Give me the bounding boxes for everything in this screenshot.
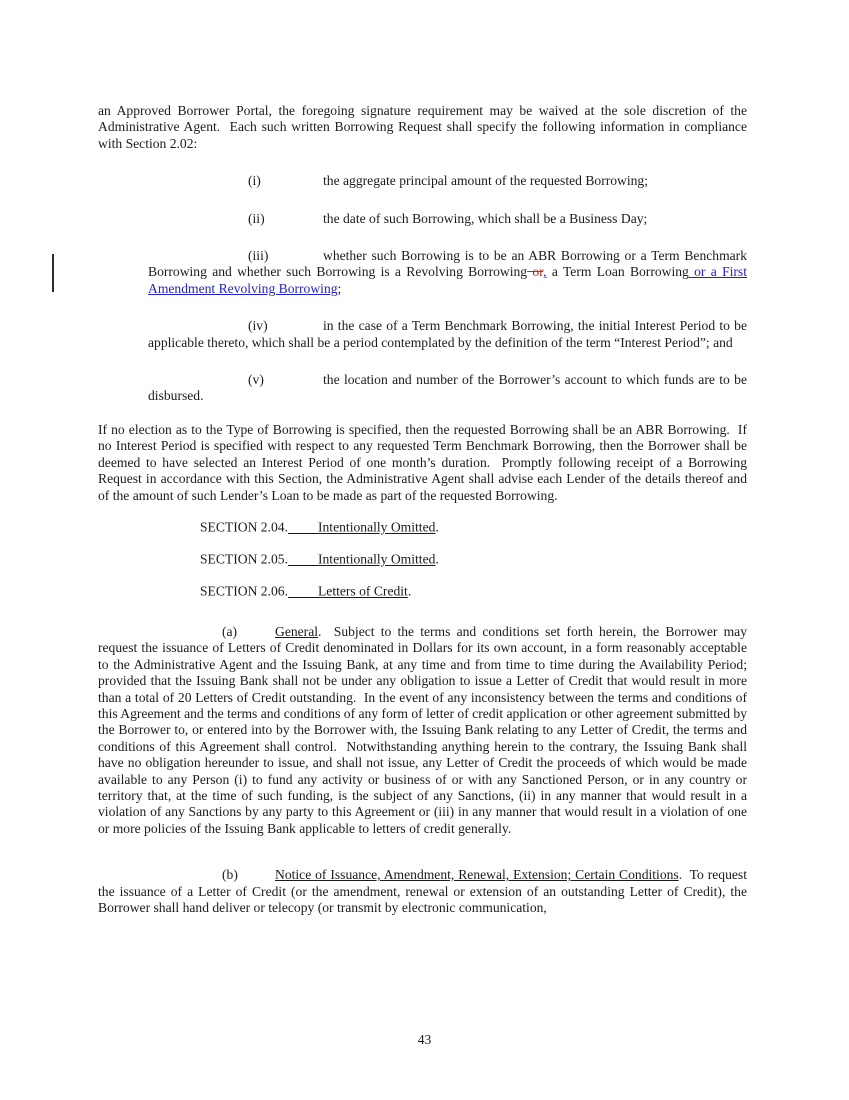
list-item — [98, 173, 747, 189]
list-item — [98, 211, 747, 227]
section-heading — [98, 551, 747, 568]
text-run: in the case of a Term Benchmark Borrowing, the initial Interest Period to be applicable thereto, which shall be a period contemplated by the definition of the term “Interest Period”; and — [148, 318, 747, 350]
item-number: (i) — [248, 173, 261, 189]
item-number: (a) — [222, 623, 238, 639]
text-run: . Subject to the terms and conditions set forth herein, the Borrower may request the issuance of Letters of Credit denominated in Dollars for its own account, in a form reasonably acceptable to the Administrative Agent and the Issuing Bank, at any time and from time to time during the Availability Period; provided that the Issuing Bank shall not be under any obligation to issue a Letter of Credit that would result in more than a total of 20 Letters of Credit outstanding. In the event of any inconsistency between the terms and conditions of this Agreement and the terms and conditions of any form of letter of credit application or other agreement submitted by the Borrower to, or entered into by the Borrower with, the Issuing Bank relating to any Letter of Credit, the terms and conditions of this Agreement shall control. Notwithstanding anything herein to the contrary, the Issuing Bank shall have no obligation hereunder to issue, and shall not issue, any Letter of Credit the proceeds of which would be made available to any Person (i) to fund any activity or business of or with any Sanctioned Person, or in any country or territory that, at the time of such funding, is the subject of any Sanctions, (ii) in any manner that would result in a violation of any Sanctions by any party to this Agreement or (iii) in any manner that would result in a violation of one or more policies of the Issuing Bank applicable to letters of credit generally. — [98, 623, 747, 836]
underline-tab — [288, 519, 318, 534]
text-run: the date of such Borrowing, which shall be a Business Day; — [323, 210, 648, 226]
body-paragraph — [98, 422, 747, 504]
underlined-heading-text: Intentionally Omitted — [317, 551, 436, 567]
section-heading — [98, 583, 747, 600]
lettered-paragraph — [98, 624, 747, 837]
text-run: whether such Borrowing is to be an ABR Borrowing or a Term Benchmark Borrowing and whether such Borrowing is a Revolving Borrowing — [148, 248, 747, 280]
text-run: . — [407, 583, 412, 599]
lettered-paragraph — [98, 867, 747, 916]
text-run: . — [435, 551, 439, 567]
underlined-heading-text: Letters of Credit — [317, 583, 408, 599]
revision-change-bar — [52, 254, 54, 292]
underline-tab — [288, 583, 318, 598]
body-paragraph — [98, 103, 747, 152]
item-number: (v) — [248, 372, 264, 388]
text-run: the location and number of the Borrower’s account to which funds are to be disbursed. — [148, 372, 747, 404]
paragraph-list — [98, 103, 747, 916]
list-item — [98, 248, 747, 297]
text-run: . To request the issuance of a Letter of Credit (or the amendment, renewal or extension of an outstanding Letter of Credit), the Borrower shall hand deliver or telecopy (or transmit by electronic communication, — [98, 867, 747, 915]
text-run: SECTION 2.06. — [200, 583, 288, 599]
text-run: SECTION 2.04. — [200, 519, 288, 535]
inserted-text: or a First Amendment Revolving Borrowing — [148, 264, 747, 296]
page-number: 43 — [417, 1032, 432, 1047]
underline-tab — [288, 551, 318, 566]
underlined-heading-text: Notice of Issuance, Amendment, Renewal, Extension; Certain Conditions — [275, 867, 679, 883]
text-run: ; — [337, 280, 342, 296]
item-number: (iii) — [248, 248, 269, 264]
deleted-text: or — [527, 264, 544, 280]
item-number: (iv) — [248, 318, 268, 334]
underlined-heading-text: General — [275, 623, 319, 639]
document-content — [98, 103, 747, 916]
section-heading — [98, 519, 747, 536]
text-run: the aggregate principal amount of the requested Borrowing; — [323, 173, 649, 189]
text-run: an Approved Borrower Portal, the foregoing signature requirement may be waived at the sole discretion of the Administrative Agent. Each such written Borrowing Request shall specify the following information in compliance with Section 2.02: — [98, 103, 747, 151]
list-item — [98, 372, 747, 405]
text-run: a Term Loan Borrowing — [546, 264, 689, 280]
item-number: (ii) — [248, 210, 265, 226]
underlined-heading-text: Intentionally Omitted — [317, 519, 436, 535]
text-run: If no election as to the Type of Borrowing is specified, then the requested Borrowing shall be an ABR Borrowing. If no Interest Period is specified with respect to any requested Term Benchmark Borrowing, then the Borrower shall be deemed to have selected an Interest Period of one month’s duration. Promptly following receipt of a Borrowing Request in accordance with this Section, the Administrative Agent shall advise each Lender of the details thereof and of the amount of such Lender’s Loan to be made as part of the requested Borrowing. — [98, 421, 747, 503]
list-item — [98, 318, 747, 351]
text-run: SECTION 2.05. — [200, 551, 288, 567]
item-number: (b) — [222, 867, 238, 883]
inserted-text: , — [543, 264, 547, 280]
text-run: . — [435, 519, 439, 535]
